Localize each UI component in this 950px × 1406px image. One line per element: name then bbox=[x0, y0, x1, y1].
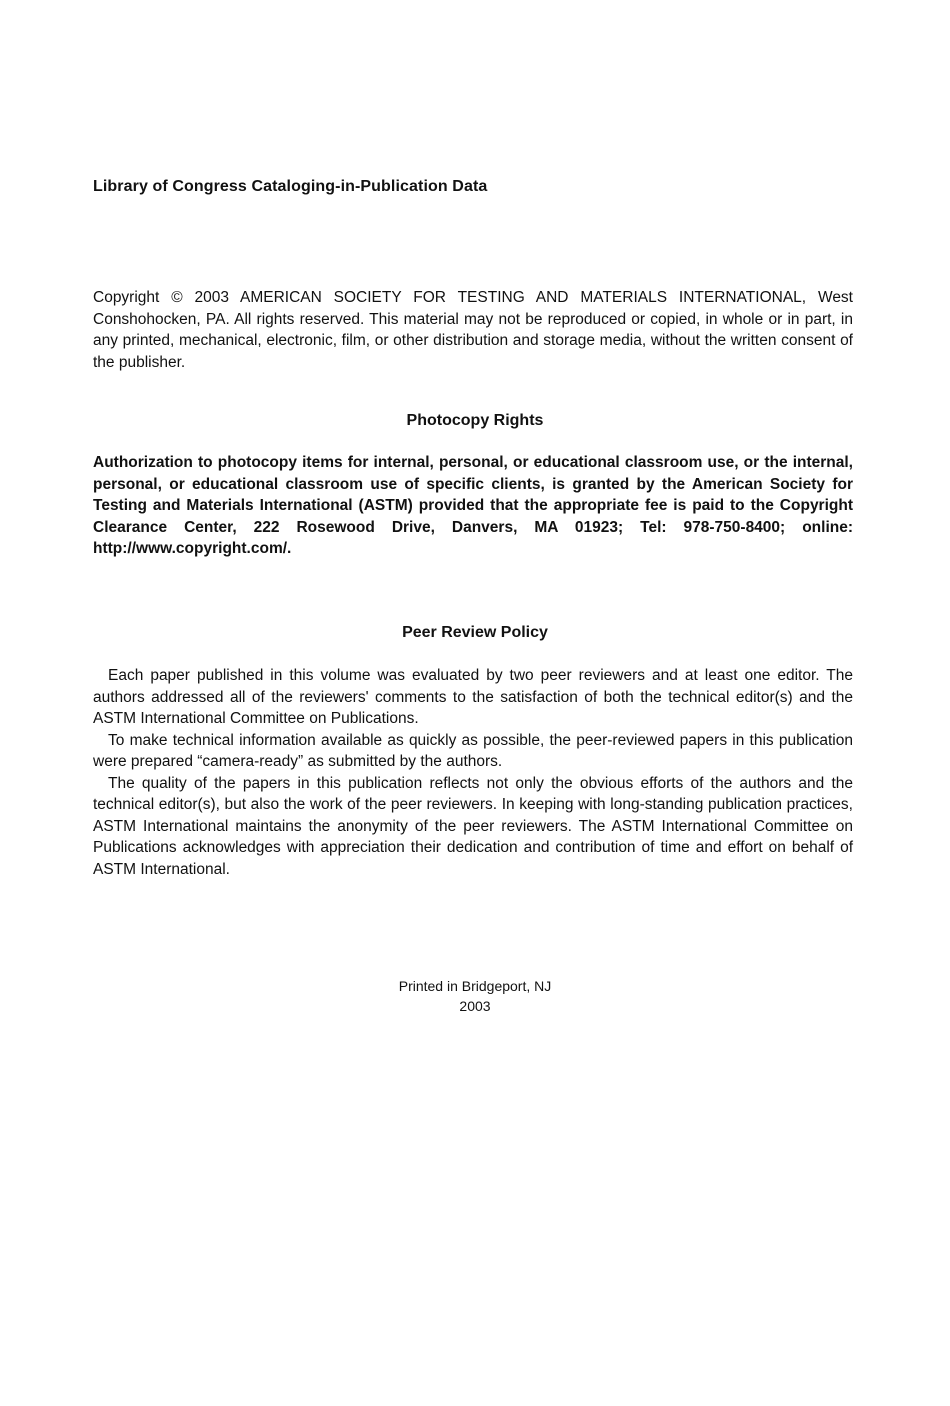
cip-heading: Library of Congress Cataloging-in-Publication Data bbox=[93, 178, 488, 195]
printed-location: Printed in Bridgeport, NJ bbox=[398, 978, 552, 994]
photocopy-rights-text: Authorization to photocopy items for internal, personal, or educational classroom use, or the internal, personal, or educational classroom use of specific clients, is granted by the American Society for Testing and Materials International (ASTM) provided that the appropriate fee is paid to the Copyright Clearance Center, 222 Rosewood Drive, Danvers, MA 01923; Tel: 978-750-8400; online: http://www.copyright.com/. bbox=[93, 454, 853, 557]
peer-review-text bbox=[93, 665, 853, 880]
photocopy-rights-heading: Photocopy Rights bbox=[406, 412, 544, 429]
copyright-notice: Copyright © 2003 AMERICAN SOCIETY FOR TESTING AND MATERIALS INTERNATIONAL, West Conshohocken, PA. All rights reserved. This material may not be reproduced or copied, in whole or in part, in any printed, mechanical, electronic, film, or other distribution and storage media, without the written consent of the publisher. bbox=[93, 289, 853, 371]
printed-year: 2003 bbox=[459, 998, 491, 1014]
peer-review-heading: Peer Review Policy bbox=[402, 624, 548, 641]
peer-review-paragraph: To make technical information available as quickly as possible, the peer-reviewed papers in this publication were prepared “camera-ready” as submitted by the authors. bbox=[93, 731, 853, 770]
peer-review-paragraph: Each paper published in this volume was evaluated by two peer reviewers and at least one editor. The authors addressed all of the reviewers' comments to the satisfaction of both the technical editor(s) and the ASTM International Committee on Publications. bbox=[93, 667, 853, 727]
peer-review-paragraph: The quality of the papers in this publication reflects not only the obvious efforts of the authors and the technical editor(s), but also the work of the peer reviewers. In keeping with long-standing publication practices, ASTM International maintains the anonymity of the peer reviewers. The ASTM International Committee on Publications acknowledges with appreciation their dedication and contribution of time and effort on behalf of ASTM International. bbox=[93, 774, 853, 878]
